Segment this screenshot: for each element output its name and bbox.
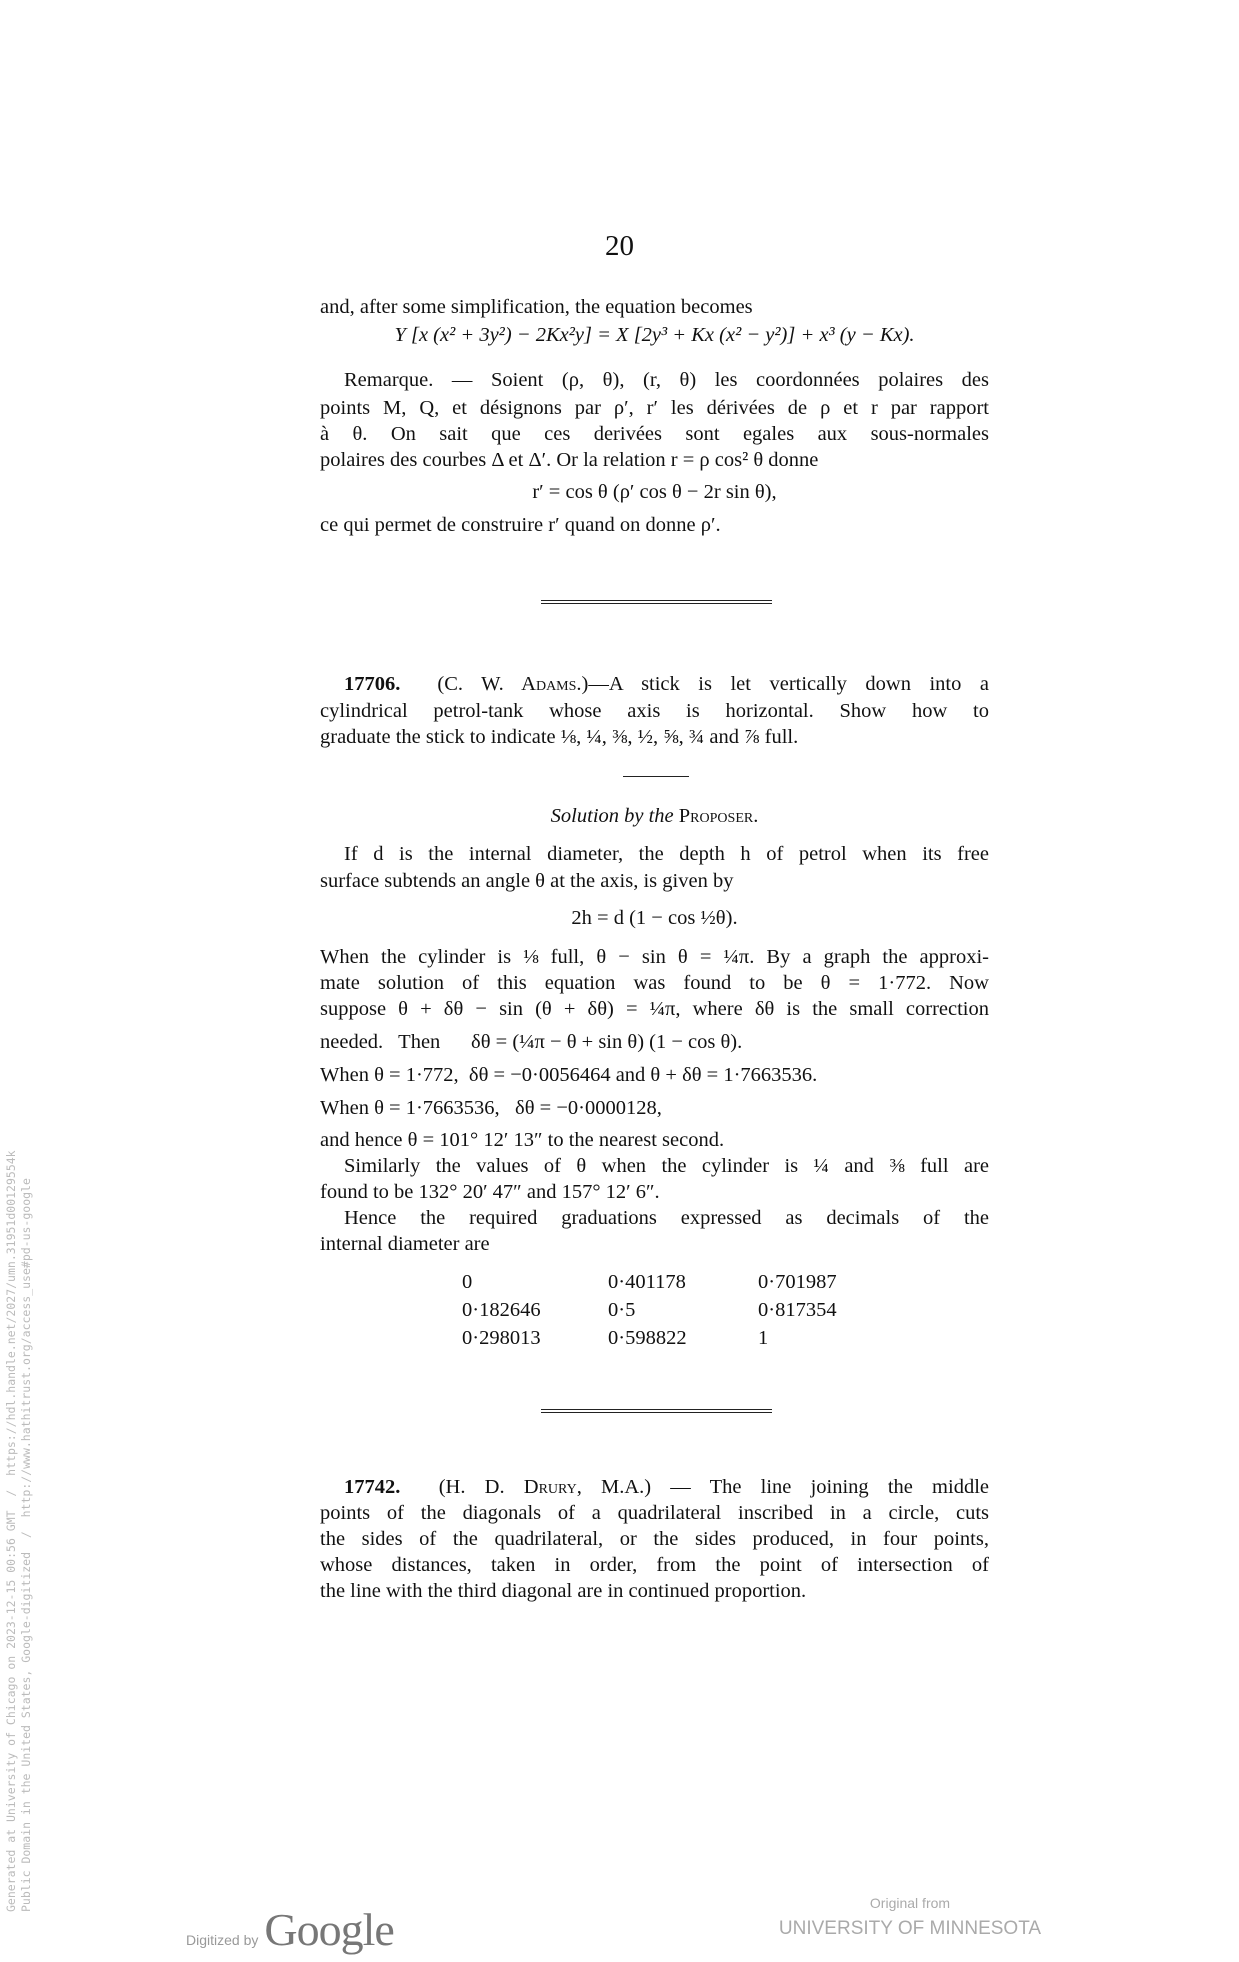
watermark-line: Generated at University of Chicago on 2023-12-15 00:56 GMT / https://hdl.handle.net/2027/umn.31951d00129554k [4,1150,18,1912]
solution-by: Proposer. [678,805,759,827]
table-cell: 0 [462,1271,473,1293]
text-line: the line with the third diagonal are in continued proportion. [320,1580,807,1602]
original-from-label: Original from [869,1895,951,1911]
digitized-by-label: Digitized by [186,1932,259,1948]
problem-author: (C. W. Adams.) [437,673,589,695]
table-cell: 0·401178 [608,1271,686,1293]
equation: r′ = cos θ (ρ′ cos θ − 2r sin θ), [532,481,777,503]
text-line: surface subtends an angle θ at the axis, is given by [320,870,734,892]
text-line: points of the diagonals of a quadrilateral inscribed in a circle, cuts [320,1502,989,1524]
equation: Y [x (x² + 3y²) − 2Kx²y] = X [2y³ + Kx (x² − y²)] + x³ (y − Kx). [394,324,915,346]
text-line: and, after some simplification, the equation becomes [320,296,753,318]
watermark-line: Public Domain in the United States, Google-digitized / http://www.hathitrust.org/access_use#pd-us-google [19,1178,33,1912]
table-cell: 0·298013 [462,1327,541,1349]
access-watermark [4,1150,34,1912]
text-line: Hence the required graduations expressed as decimals of the [344,1207,989,1229]
institution-label: UNIVERSITY OF MINNESOTA [778,1918,1042,1939]
text-line: needed. Then δθ = (¼π − θ + sin θ) (1 − cos θ). [320,1031,743,1053]
solution-heading-text: Solution by the [550,805,674,827]
text-line: Similarly the values of θ when the cylinder is ¼ and ⅜ full are [344,1155,989,1177]
table-cell: 0·817354 [758,1299,837,1321]
table-cell: 0·5 [608,1299,636,1321]
section-divider [541,1409,772,1413]
equation: 2h = d (1 − cos ½θ). [571,907,738,929]
problem-author: (H. D. Drury, M.A.) [438,1476,652,1498]
text-line: suppose θ + δθ − sin (θ + δθ) = ¼π, where δθ is the small correction [320,998,989,1020]
text-line: ce qui permet de construire r′ quand on donne ρ′. [320,514,721,536]
table-cell: 1 [758,1327,769,1349]
text-line: points M, Q, et désignons par ρ′, r′ les dérivées de ρ et r par rapport [320,397,989,419]
problem-header [320,671,989,697]
text-line: and hence θ = 101° 12′ 13″ to the nearest second. [320,1129,725,1151]
text-line: mate solution of this equation was found to be θ = 1·772. Now [320,972,989,994]
text-line: —A stick is let vertically down into a [588,673,989,695]
text-line: whose distances, taken in order, from the point of intersection of [320,1554,989,1576]
text-line: If d is the internal diameter, the depth h of petrol when its free [344,843,989,865]
solution-heading [320,803,989,829]
text-line: graduate the stick to indicate ⅛, ¼, ⅜, ½, ⅝, ¾ and ⅞ full. [320,726,799,748]
text-line: à θ. On sait que ces derivées sont egales aux sous-normales [320,423,989,445]
text-line: internal diameter are [320,1233,490,1255]
text-line: When θ = 1·7663536, δθ = −0·0000128, [320,1097,662,1119]
google-logo: Google [264,1904,394,1955]
text-line: When θ = 1·772, δθ = −0·0056464 and θ + δθ = 1·7663536. [320,1064,818,1086]
short-divider [623,776,689,777]
remarque-line: Remarque. — Soient (ρ, θ), (r, θ) les coordonnées polaires des [344,369,989,391]
digitized-by-google [186,1903,394,1956]
text-line: When the cylinder is ⅛ full, θ − sin θ = ¼π. By a graph the approxi- [320,946,989,968]
text-line: polaires des courbes Δ et Δ′. Or la relation r = ρ cos² θ donne [320,449,819,471]
table-cell: 0·701987 [758,1271,837,1293]
text-line: — The line joining the middle [651,1476,989,1498]
page-number: 20 [605,230,634,262]
table-cell: 0·182646 [462,1299,541,1321]
problem-number: 17706. [344,673,401,695]
problem-header [320,1474,989,1500]
table-cell: 0·598822 [608,1327,687,1349]
text-line: the sides of the quadrilateral, or the sides produced, in four points, [320,1528,989,1550]
text-line: cylindrical petrol-tank whose axis is horizontal. Show how to [320,700,989,722]
text-line: found to be 132° 20′ 47″ and 157° 12′ 6″. [320,1181,660,1203]
problem-number: 17742. [344,1476,401,1498]
section-divider [541,600,772,604]
